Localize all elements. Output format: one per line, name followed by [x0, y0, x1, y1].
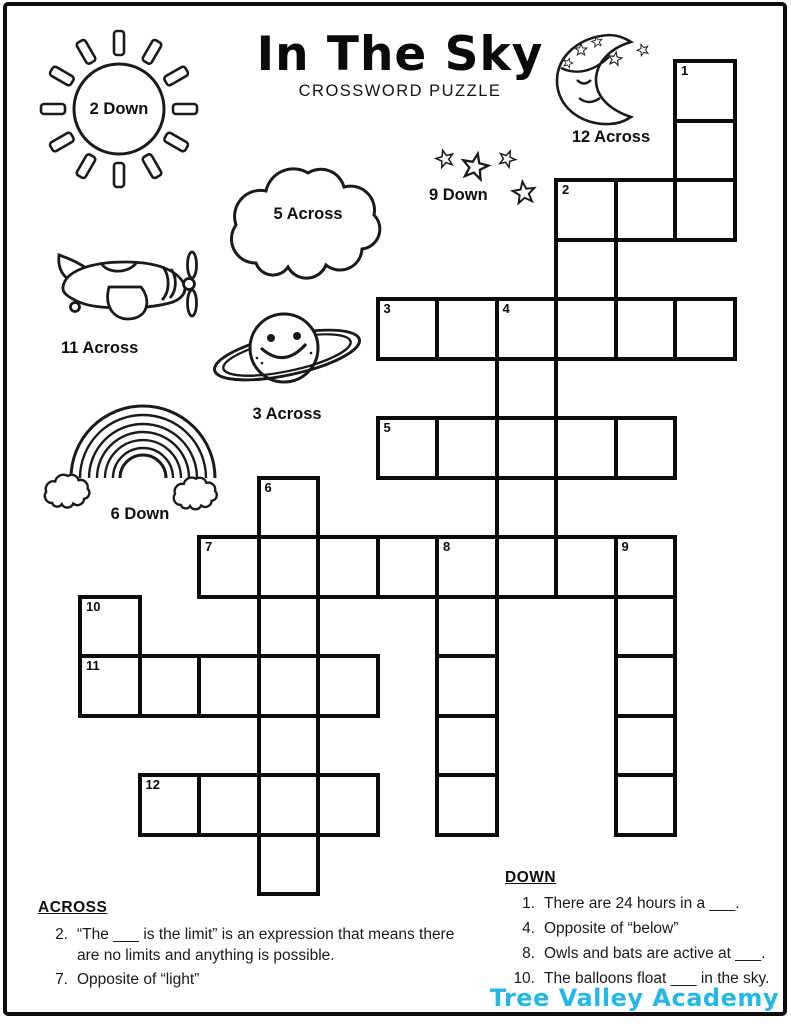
sun-clue-label: 2 Down [89, 100, 149, 118]
cell-number: 1 [681, 63, 689, 78]
clue-text: The balloons float ___ in the sky. [544, 970, 770, 987]
cell-number: 2 [562, 182, 570, 197]
cell-number: 3 [383, 301, 391, 316]
grid-cell[interactable] [435, 714, 499, 778]
cell-number: 10 [86, 598, 101, 614]
cloud-clue-label: 5 Across [273, 205, 343, 223]
clue-text: Opposite of “below” [544, 920, 679, 937]
grid-cell[interactable] [673, 297, 737, 361]
grid-cell[interactable] [495, 535, 559, 599]
clue-item [38, 924, 470, 966]
page-subtitle: CROSSWORD PUZZLE [298, 82, 502, 101]
cell-number: 6 [264, 479, 272, 495]
grid-cell[interactable] [197, 654, 261, 718]
grid-cell[interactable] [257, 595, 321, 659]
grid-cell[interactable] [316, 773, 380, 837]
grid-cell[interactable] [376, 535, 440, 599]
grid-cell[interactable] [257, 476, 321, 540]
cell-number: 7 [205, 539, 213, 554]
grid-cell[interactable] [435, 595, 499, 659]
clue-item [505, 944, 783, 963]
grid-cell[interactable] [435, 654, 499, 718]
grid-cell[interactable] [495, 416, 559, 480]
grid-cell[interactable] [257, 654, 321, 718]
clue-number: 10. [513, 970, 535, 987]
grid-cell[interactable] [138, 654, 202, 718]
clue-item [38, 969, 470, 990]
clue-number: 4. [522, 920, 535, 937]
grid-cell[interactable] [257, 833, 321, 897]
moon-clue-label: 12 Across [571, 128, 651, 146]
grid-cell[interactable] [78, 654, 142, 718]
grid-cell[interactable] [376, 416, 440, 480]
clue-text: There are 24 hours in a ___. [544, 895, 740, 912]
clue-text: Owls and bats are active at ___. [544, 945, 766, 962]
grid-cell[interactable] [673, 59, 737, 123]
rainbow-clue-label: 6 Down [110, 505, 170, 523]
grid-cell[interactable] [614, 535, 678, 599]
grid-cell[interactable] [138, 773, 202, 837]
plane-clue-label: 11 Across [61, 339, 139, 357]
grid-cell[interactable] [614, 714, 678, 778]
planet-clue-label: 3 Across [252, 405, 322, 423]
grid-cell[interactable] [614, 416, 678, 480]
grid-cell[interactable] [257, 714, 321, 778]
down-heading: DOWN [505, 869, 557, 886]
cell-number: 12 [145, 777, 160, 792]
grid-cell[interactable] [197, 773, 261, 837]
grid-cell[interactable] [495, 476, 559, 540]
clue-number: 1. [522, 895, 535, 912]
grid-cell[interactable] [673, 119, 737, 183]
grid-cell[interactable] [435, 297, 499, 361]
grid-cell[interactable] [673, 178, 737, 242]
grid-cell[interactable] [614, 773, 678, 837]
grid-cell[interactable] [614, 595, 678, 659]
brand-logo-text: Tree Valley Academy [489, 984, 779, 1012]
across-clues-section [38, 899, 470, 993]
page-title: In The Sky [256, 27, 544, 82]
cell-number: 11 [86, 658, 100, 673]
cell-number: 4 [502, 301, 510, 316]
cell-number: 5 [383, 420, 391, 435]
grid-cell[interactable] [495, 297, 559, 361]
across-heading: ACROSS [38, 899, 108, 916]
grid-cell[interactable] [554, 178, 618, 242]
grid-cell[interactable] [554, 238, 618, 302]
clue-number: 2. [55, 926, 68, 943]
grid-cell[interactable] [554, 416, 618, 480]
clue-item [505, 919, 783, 938]
stars-clue-label: 9 Down [429, 186, 488, 204]
grid-cell[interactable] [435, 535, 499, 599]
grid-cell[interactable] [316, 654, 380, 718]
across-clues-list [38, 924, 470, 990]
cell-number: 9 [621, 539, 629, 554]
grid-cell[interactable] [78, 595, 142, 659]
clue-text: Opposite of “light” [77, 971, 200, 988]
grid-cell[interactable] [614, 654, 678, 718]
grid-cell[interactable] [257, 535, 321, 599]
grid-cell[interactable] [554, 297, 618, 361]
grid-cell[interactable] [257, 773, 321, 837]
grid-cell[interactable] [197, 535, 261, 599]
grid-cell[interactable] [554, 535, 618, 599]
grid-cell[interactable] [316, 535, 380, 599]
clue-text: “The ___ is the limit” is an expression that means there are no limits and anything is possible. [77, 926, 455, 964]
grid-cell[interactable] [435, 773, 499, 837]
grid-cell[interactable] [495, 357, 559, 421]
grid-cell[interactable] [435, 416, 499, 480]
clue-number: 8. [522, 945, 535, 962]
grid-cell[interactable] [376, 297, 440, 361]
grid-cell[interactable] [614, 178, 678, 242]
clue-number: 7. [55, 971, 68, 988]
down-clues-list [505, 894, 783, 988]
crossword-grid [78, 59, 737, 897]
grid-cell[interactable] [614, 297, 678, 361]
cell-number: 8 [443, 539, 451, 554]
